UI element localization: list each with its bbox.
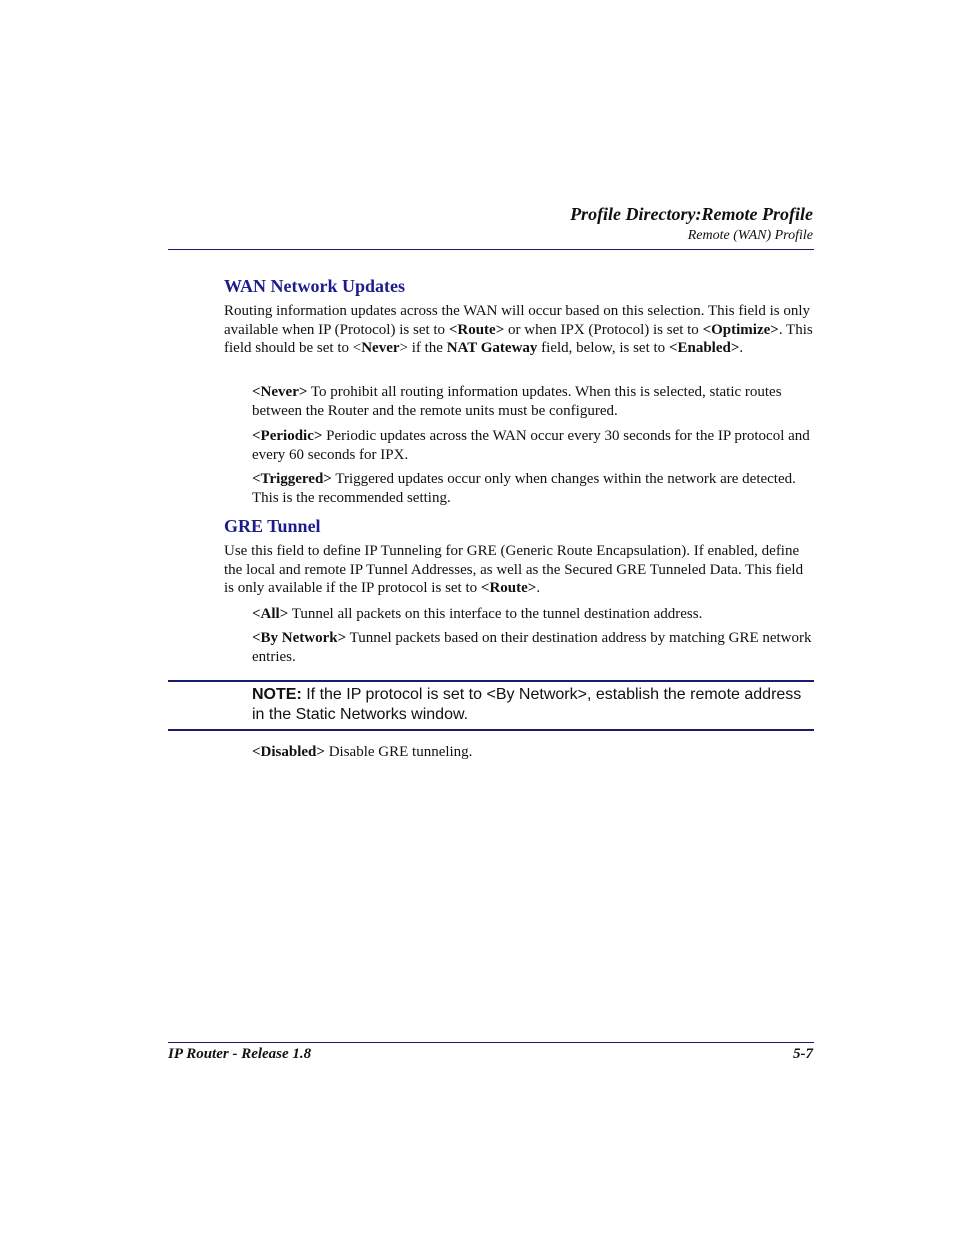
note-top-rule [168, 680, 814, 682]
note-bottom-rule [168, 729, 814, 731]
wan-intro-paragraph: Routing information updates across the WAN will occur based on this selection. This field is only available when IP (Protocol) is set to <Route> or when IPX (Protocol) is set to <Optimize>. This field should be set to <Never> if the NAT Gateway field, below, is set to <Enabled>. [224, 303, 813, 357]
gre-intro-paragraph: Use this field to define IP Tunneling for GRE (Generic Route Encapsulation). If enabled, define the local and remote IP Tunnel Addresses, as well as the Secured GRE Tunneled Data. This field is only available if the IP protocol is set to <Route>. [224, 543, 804, 597]
section-subtitle: Remote (WAN) Profile [687, 228, 813, 243]
option-never: <Never> To prohibit all routing information updates. When this is selected, static routes between the Router and the remote units must be configured. [252, 384, 782, 419]
footer-rule [168, 1042, 814, 1043]
option-label: <Triggered> [252, 471, 332, 487]
option-periodic: <Periodic> Periodic updates across the WAN occur every 30 seconds for the IP protocol and every 60 seconds for IPX. [252, 428, 810, 463]
header-rule [168, 249, 814, 250]
option-label: <Never> [252, 384, 308, 400]
option-label: <Periodic> [252, 428, 323, 444]
footer-document-title: IP Router - Release 1.8 [168, 1046, 312, 1062]
option-disabled: <Disabled> Disable GRE tunneling. [252, 744, 473, 760]
wan-network-updates-heading: WAN Network Updates [224, 276, 405, 296]
page-number: 5-7 [793, 1046, 813, 1062]
option-label: <Disabled> [252, 744, 325, 760]
option-triggered: <Triggered> Triggered updates occur only when changes within the network are detected. This is the recommended setting. [252, 471, 796, 506]
option-by-network: <By Network> Tunnel packets based on their destination address by matching GRE network entries. [252, 630, 812, 665]
note-callout [252, 685, 812, 725]
chapter-title: Profile Directory:Remote Profile [570, 204, 813, 224]
option-label: <By Network> [252, 630, 347, 646]
gre-tunnel-heading: GRE Tunnel [224, 516, 321, 536]
note-text: If the IP protocol is set to <By Network>, establish the remote address in the Static Networks window. [252, 686, 802, 723]
option-all: <All> Tunnel all packets on this interface to the tunnel destination address. [252, 606, 703, 622]
option-label: <All> [252, 606, 289, 622]
note-label: NOTE: [252, 686, 302, 703]
